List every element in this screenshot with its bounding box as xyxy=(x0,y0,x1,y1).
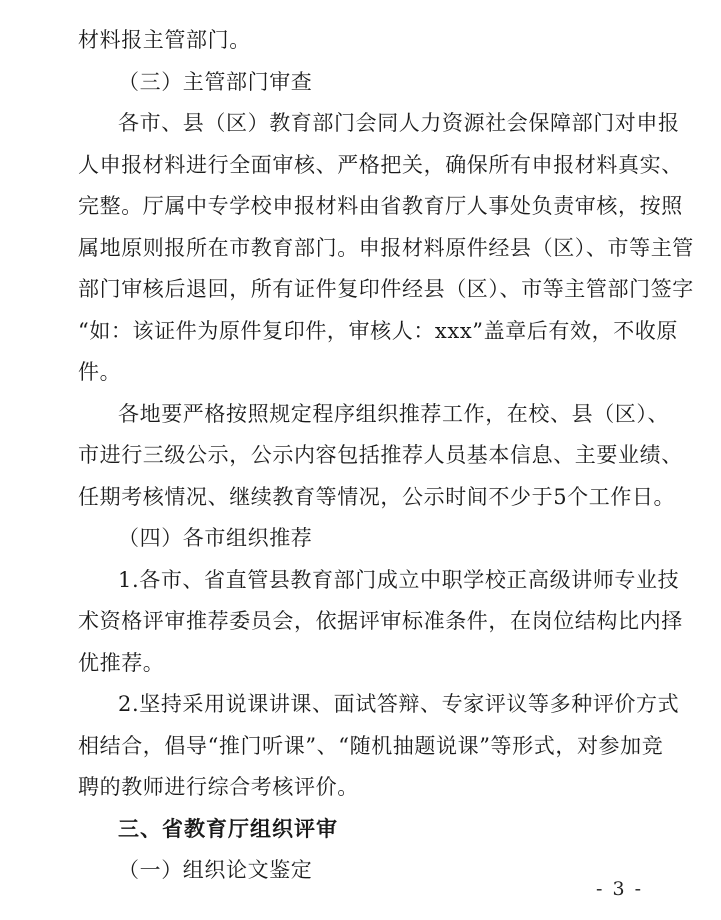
text-line: 1.各市、省直管县教育部门成立中职学校正高级讲师专业技 xyxy=(118,568,680,592)
text-line: 相结合，倡导“推门听课”、“随机抽题说课”等形式，对参加竞 xyxy=(78,734,664,758)
text-line: 市进行三级公示，公示内容包括推荐人员基本信息、主要业绩、 xyxy=(78,443,683,467)
text-line: 各地要严格按照规定程序组织推荐工作，在校、县（区）、 xyxy=(118,402,670,426)
text-line: 属地原则报所在市教育部门。申报材料原件经县（区）、市等主管 xyxy=(78,236,694,260)
text-line: 材料报主管部门。 xyxy=(78,28,251,52)
text-line: 术资格评审推荐委员会，依据评审标准条件，在岗位结构比内择 xyxy=(78,609,683,633)
section-heading: （四）各市组织推荐 xyxy=(118,526,313,550)
text-line: 完整。厅属中专学校申报材料由省教育厅人事处负责审核，按照 xyxy=(78,194,683,218)
section-heading: （一）组织论文鉴定 xyxy=(118,858,313,882)
text-line: 2.坚持采用说课讲课、面试答辩、专家评议等多种评价方式 xyxy=(118,692,680,716)
text-line: 人申报材料进行全面审核、严格把关，确保所有申报材料真实、 xyxy=(78,153,683,177)
text-line: 聘的教师进行综合考核评价。 xyxy=(78,775,359,799)
text-line: “如：该证件为原件复印件，审核人：xxx”盖章后有效，不收原 xyxy=(78,319,678,343)
section-heading: （三）主管部门审查 xyxy=(118,70,313,94)
text-line: 任期考核情况、继续教育等情况，公示时间不少于5个工作日。 xyxy=(78,485,676,509)
text-line: 件。 xyxy=(78,360,122,384)
text-line: 优推荐。 xyxy=(78,651,165,675)
text-line: 部门审核后退回，所有证件复印件经县（区）、市等主管部门签字 xyxy=(78,277,694,301)
chapter-heading: 三、省教育厅组织评审 xyxy=(118,816,338,841)
text-line: 各市、县（区）教育部门会同人力资源社会保障部门对申报 xyxy=(118,111,680,135)
page-number: - 3 - xyxy=(595,878,643,900)
